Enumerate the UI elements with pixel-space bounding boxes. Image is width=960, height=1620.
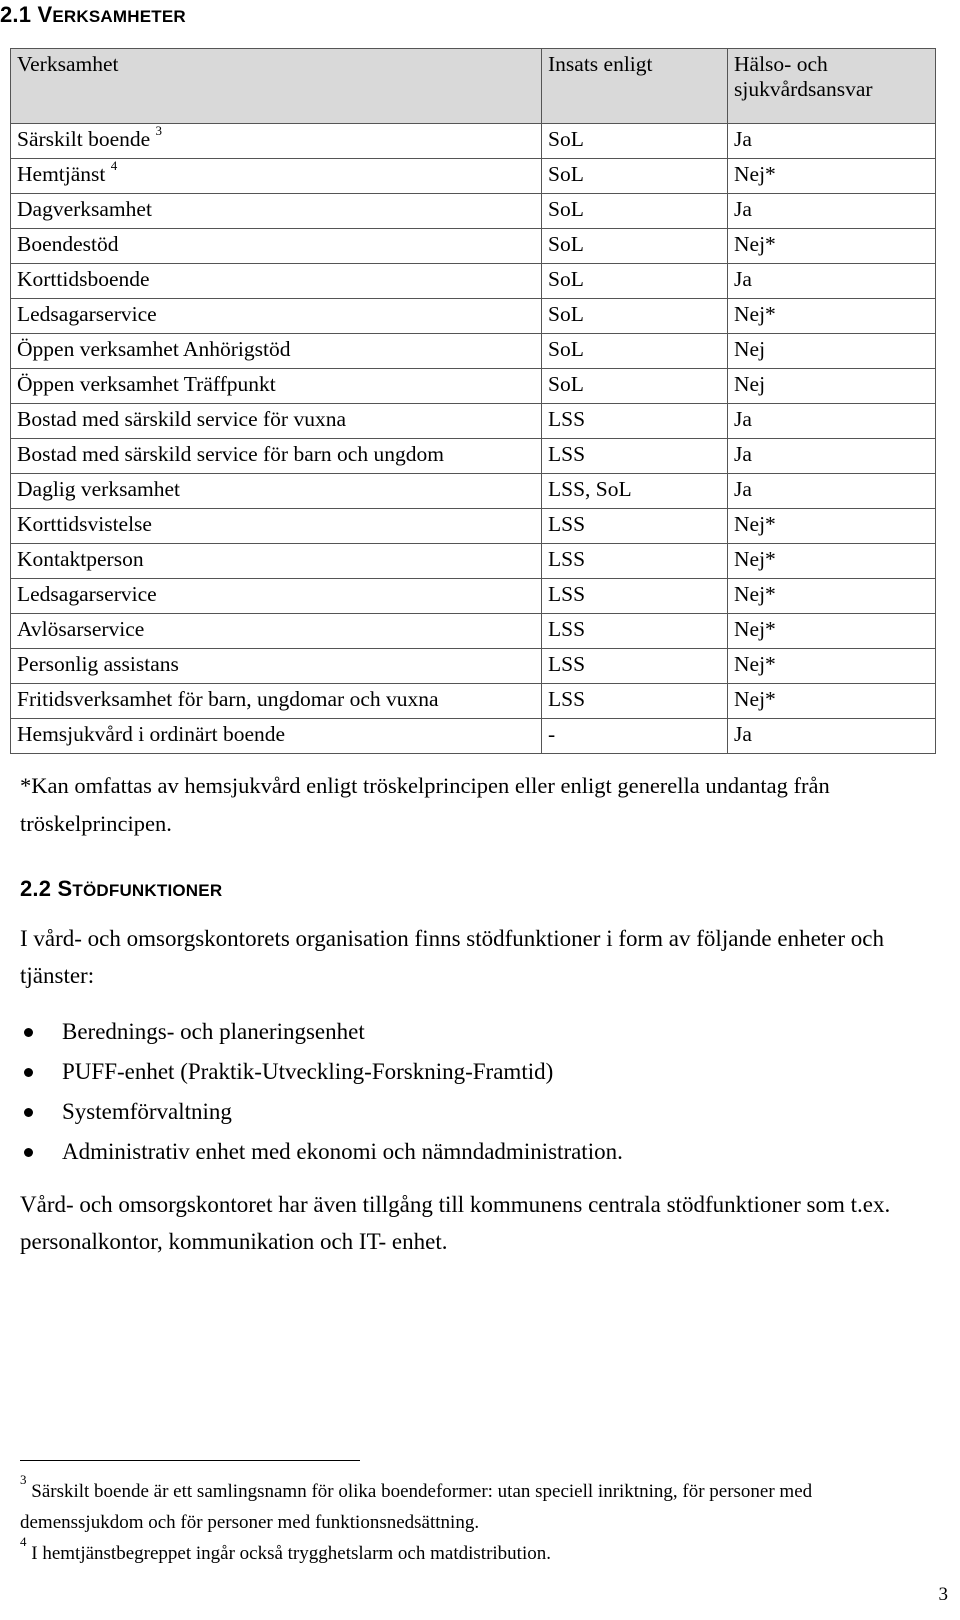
- table-row: [11, 159, 936, 194]
- cell-health-responsibility: Nej: [728, 334, 936, 369]
- footnote-separator: [20, 1460, 360, 1461]
- footnote-ref: 3: [155, 122, 163, 138]
- cell-law: LSS: [542, 579, 728, 614]
- activity-text: Hemtjänst: [17, 162, 106, 186]
- cell-activity: [11, 474, 542, 509]
- table-row: [11, 474, 936, 509]
- heading-initial: S: [57, 876, 73, 901]
- activity-text: Daglig verksamhet: [17, 477, 180, 501]
- table-row: [11, 194, 936, 229]
- cell-activity: [11, 369, 542, 404]
- cell-law: LSS: [542, 649, 728, 684]
- footnotes: [20, 1471, 940, 1569]
- cell-health-responsibility: Ja: [728, 264, 936, 299]
- cell-activity: [11, 124, 542, 159]
- cell-law: LSS: [542, 544, 728, 579]
- activity-text: Personlig assistans: [17, 652, 179, 676]
- heading-rest: TÖDFUNKTIONER: [72, 881, 223, 900]
- footnote: [20, 1471, 940, 1538]
- cell-activity: [11, 544, 542, 579]
- cell-health-responsibility: Ja: [728, 194, 936, 229]
- cell-activity: [11, 404, 542, 439]
- table-row: [11, 544, 936, 579]
- cell-health-responsibility: Nej*: [728, 614, 936, 649]
- cell-law: LSS, SoL: [542, 474, 728, 509]
- heading-initial: V: [37, 2, 53, 27]
- cell-health-responsibility: Ja: [728, 439, 936, 474]
- cell-activity: [11, 684, 542, 719]
- cell-law: LSS: [542, 404, 728, 439]
- cell-law: SoL: [542, 299, 728, 334]
- list-item: [20, 1132, 623, 1172]
- cell-activity: [11, 194, 542, 229]
- activity-text: Kontaktperson: [17, 547, 144, 571]
- table-row: [11, 334, 936, 369]
- footnote-text: Särskilt boende är ett samlingsnamn för olika boendeformer: utan speciell inriktning, för personer med demenssjukdom och för personer med funktionsnedsättning.: [20, 1481, 813, 1533]
- section-heading-stodfunktioner: [20, 876, 222, 902]
- header-health-responsibility: Hälso- och sjukvårdsansvar: [728, 49, 936, 124]
- table-row: [11, 649, 936, 684]
- cell-health-responsibility: Nej*: [728, 229, 936, 264]
- intro-paragraph: I vård- och omsorgskontorets organisation finns stödfunktioner i form av följande enheter och tjänster:: [20, 926, 885, 988]
- cell-activity: [11, 614, 542, 649]
- footnote-mark: 4: [20, 1533, 27, 1549]
- cell-law: LSS: [542, 509, 728, 544]
- cell-law: SoL: [542, 159, 728, 194]
- cell-health-responsibility: Nej*: [728, 684, 936, 719]
- bullet-icon: [24, 1108, 33, 1117]
- activity-text: Korttidsboende: [17, 267, 150, 291]
- footnote: [20, 1533, 940, 1569]
- cell-health-responsibility: Ja: [728, 474, 936, 509]
- cell-law: SoL: [542, 264, 728, 299]
- activity-text: Fritidsverksamhet för barn, ungdomar och vuxna: [17, 687, 439, 711]
- table-row: [11, 404, 936, 439]
- cell-health-responsibility: Ja: [728, 124, 936, 159]
- list-item-text: Administrativ enhet med ekonomi och nämndadministration.: [62, 1139, 623, 1164]
- table-row: [11, 229, 936, 264]
- list-item: [20, 1012, 623, 1052]
- activity-text: Hemsjukvård i ordinärt boende: [17, 722, 286, 746]
- table-row: [11, 439, 936, 474]
- activity-text: Dagverksamhet: [17, 197, 152, 221]
- bullet-icon: [24, 1068, 33, 1077]
- cell-law: SoL: [542, 124, 728, 159]
- cell-law: LSS: [542, 684, 728, 719]
- header-law: Insats enligt: [542, 49, 728, 124]
- cell-law: LSS: [542, 439, 728, 474]
- cell-health-responsibility: Ja: [728, 719, 936, 754]
- list-item: [20, 1092, 623, 1132]
- activity-text: Bostad med särskild service för vuxna: [17, 407, 346, 431]
- bullet-icon: [24, 1148, 33, 1157]
- list-item-text: Systemförvaltning: [62, 1099, 232, 1124]
- list-item-text: Berednings- och planeringsenhet: [62, 1019, 365, 1044]
- table-row: [11, 684, 936, 719]
- table-row: [11, 719, 936, 754]
- footnote-mark: 3: [20, 1471, 27, 1487]
- activity-text: Öppen verksamhet Anhörigstöd: [17, 337, 291, 361]
- header-activity: Verksamhet: [11, 49, 542, 124]
- cell-law: LSS: [542, 614, 728, 649]
- list-item-text: PUFF-enhet (Praktik-Utveckling-Forskning-Framtid): [62, 1059, 554, 1084]
- cell-activity: [11, 649, 542, 684]
- table-row: [11, 124, 936, 159]
- table-footnote: *Kan omfattas av hemsjukvård enligt tröskelprincipen eller enligt generella undantag från tröskelprincipen.: [20, 773, 830, 836]
- table-row: [11, 299, 936, 334]
- cell-activity: [11, 579, 542, 614]
- cell-law: SoL: [542, 194, 728, 229]
- cell-activity: [11, 334, 542, 369]
- heading-rest: ERKSAMHETER: [52, 7, 186, 26]
- cell-activity: [11, 509, 542, 544]
- table-row: [11, 614, 936, 649]
- bullet-icon: [24, 1028, 33, 1037]
- cell-activity: [11, 264, 542, 299]
- cell-activity: [11, 299, 542, 334]
- cell-health-responsibility: Nej: [728, 369, 936, 404]
- table-row: [11, 369, 936, 404]
- cell-health-responsibility: Nej*: [728, 544, 936, 579]
- activity-text: Ledsagarservice: [17, 582, 157, 606]
- table-header-row: [11, 49, 936, 124]
- table-row: [11, 509, 936, 544]
- support-functions-list: [20, 1012, 623, 1172]
- activity-text: Särskilt boende: [17, 127, 151, 151]
- list-item: [20, 1052, 623, 1092]
- activity-text: Korttidsvistelse: [17, 512, 152, 536]
- footnote-text: I hemtjänstbegreppet ingår också trygghetslarm och matdistribution.: [31, 1543, 551, 1564]
- activity-text: Öppen verksamhet Träffpunkt: [17, 372, 276, 396]
- cell-health-responsibility: Nej*: [728, 649, 936, 684]
- section-number: 2.2: [20, 876, 58, 901]
- table-row: [11, 579, 936, 614]
- cell-law: SoL: [542, 229, 728, 264]
- cell-activity: [11, 719, 542, 754]
- cell-health-responsibility: Nej*: [728, 299, 936, 334]
- cell-health-responsibility: Ja: [728, 404, 936, 439]
- cell-law: SoL: [542, 334, 728, 369]
- footnote-ref: 4: [110, 157, 118, 173]
- cell-health-responsibility: Nej*: [728, 159, 936, 194]
- outro-paragraph: Vård- och omsorgskontoret har även tillgång till kommunens centrala stödfunktioner som t.ex. personalkontor, kommunikation och IT- enhet.: [20, 1192, 891, 1254]
- cell-law: -: [542, 719, 728, 754]
- cell-activity: [11, 229, 542, 264]
- section-number: 2.1: [0, 2, 38, 27]
- activity-text: Ledsagarservice: [17, 302, 157, 326]
- page-number: 3: [938, 1584, 948, 1605]
- activities-table: [10, 48, 936, 754]
- cell-health-responsibility: Nej*: [728, 509, 936, 544]
- activity-text: Bostad med särskild service för barn och ungdom: [17, 442, 444, 466]
- cell-activity: [11, 439, 542, 474]
- cell-activity: [11, 159, 542, 194]
- cell-law: SoL: [542, 369, 728, 404]
- section-heading-verksamheter: [0, 2, 186, 28]
- activity-text: Avlösarservice: [17, 617, 145, 641]
- table-row: [11, 264, 936, 299]
- cell-health-responsibility: Nej*: [728, 579, 936, 614]
- activity-text: Boendestöd: [17, 232, 119, 256]
